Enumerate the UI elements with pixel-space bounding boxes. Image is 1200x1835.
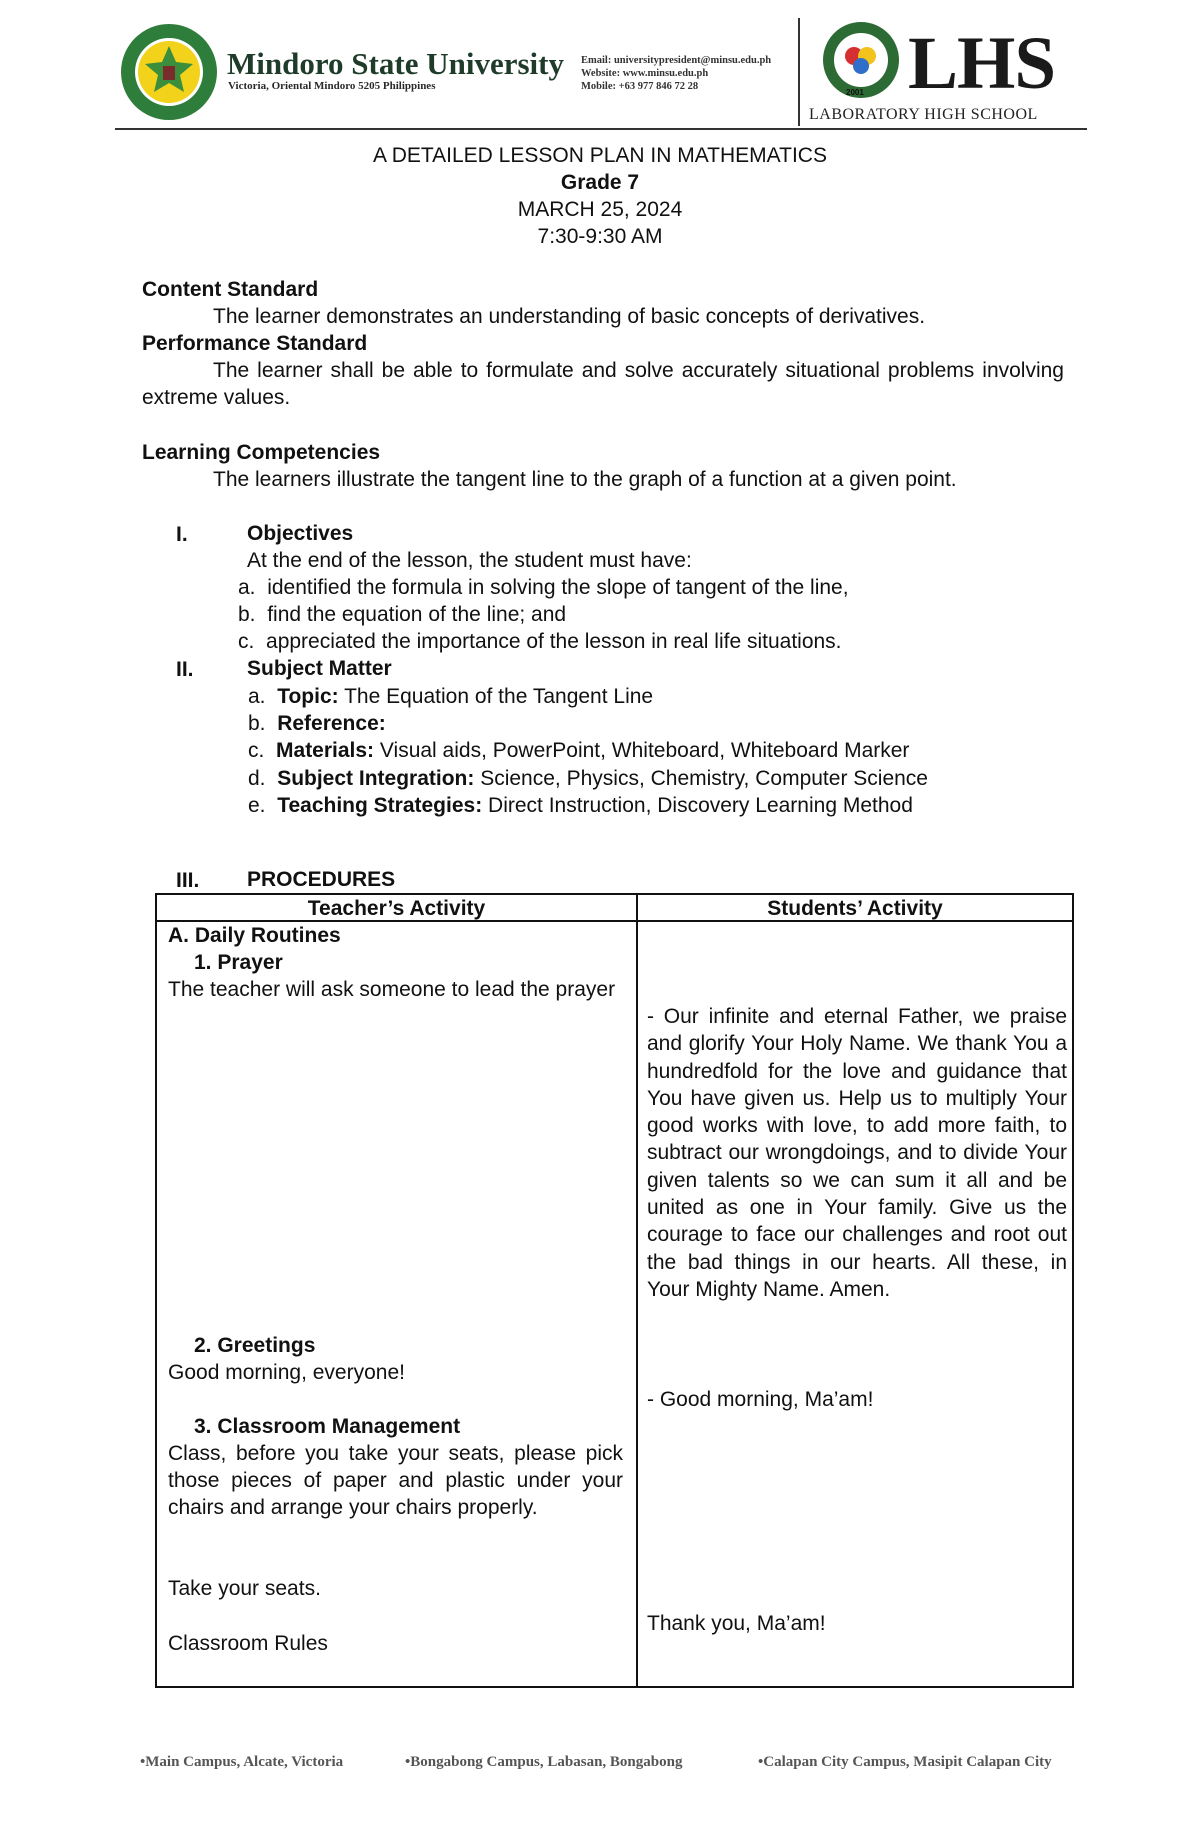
subject-matter-value: Science, Physics, Chemistry, Computer Science [474, 767, 928, 790]
subject-matter-letter: a. [248, 685, 266, 708]
subject-matter-item [248, 710, 386, 737]
teacher-activity-header: Teacher’s Activity [307, 897, 486, 920]
objectives-heading: Objectives [247, 522, 354, 545]
objective-letter: b. [238, 603, 256, 626]
procedures-numeral: III. [176, 869, 200, 892]
objective-text: appreciated the importance of the lesson in real life situations. [266, 630, 842, 653]
subject-matter-letter: d. [248, 767, 266, 790]
objective-text: identified the formula in solving the slope of tangent of the line, [267, 576, 849, 599]
content-standard-text: The learner demonstrates an understanding of basic concepts of derivatives. [213, 305, 926, 328]
objectives-numeral: I. [176, 523, 188, 546]
footer-campus-calapan: •Calapan City Campus, Masipit Calapan City [758, 1754, 1052, 1770]
university-address: Victoria, Oriental Mindoro 5205 Philippines [228, 80, 436, 92]
letterhead [115, 18, 1087, 130]
procedures-heading: PROCEDURES [247, 868, 396, 891]
take-seats-text: Take your seats. [168, 1577, 321, 1600]
school-name: LABORATORY HIGH SCHOOL [809, 106, 1038, 123]
content-standard-heading: Content Standard [142, 278, 319, 301]
subject-matter-numeral: II. [176, 658, 194, 681]
footer-campus-main: •Main Campus, Alcate, Victoria [140, 1754, 344, 1770]
classroom-management-heading: 3. Classroom Management [194, 1415, 461, 1438]
contact-mobile: Mobile: +63 977 846 72 28 [581, 81, 699, 92]
subject-matter-letter: c. [248, 739, 265, 762]
subject-matter-value: The Equation of the Tangent Line [338, 685, 654, 708]
header-divider [798, 18, 800, 126]
prayer-teacher-text: The teacher will ask someone to lead the prayer [168, 978, 616, 1001]
subject-matter-heading: Subject Matter [247, 657, 392, 680]
performance-standard-heading: Performance Standard [142, 332, 368, 355]
content-standard-section [142, 276, 1064, 411]
daily-routines-heading: A. Daily Routines [168, 924, 341, 947]
grade-level: Grade 7 [560, 171, 640, 194]
seal-year: 2001 [846, 88, 864, 97]
subject-matter-item [248, 792, 913, 819]
performance-standard-text: The learner shall be able to formulate and solve accurately situational problems involving extreme values. [142, 359, 1064, 409]
objective-letter: a. [238, 576, 256, 599]
students-activity-header: Students’ Activity [767, 897, 943, 920]
footer-campus-bongabong: •Bongabong Campus, Labasan, Bongabong [405, 1754, 683, 1770]
lesson-time: 7:30-9:30 AM [537, 225, 663, 248]
subject-matter-value: Direct Instruction, Discovery Learning Method [482, 794, 913, 817]
greetings-heading: 2. Greetings [194, 1334, 316, 1357]
objective-letter: c. [238, 630, 255, 653]
subject-matter-label: Topic: [277, 685, 339, 708]
header-rule [115, 128, 1087, 130]
subject-matter-letter: b. [248, 712, 266, 735]
table-column-divider [636, 895, 638, 1686]
learning-competencies-heading: Learning Competencies [142, 441, 381, 464]
thank-you-student-text: Thank you, Ma’am! [647, 1612, 826, 1635]
classroom-rules-text: Classroom Rules [168, 1632, 328, 1655]
subject-matter-item [248, 737, 909, 764]
subject-matter-value: Visual aids, PowerPoint, Whiteboard, Whiteboard Marker [374, 739, 910, 762]
lesson-date: MARCH 25, 2024 [517, 198, 683, 221]
msu-seal-logo [119, 22, 219, 122]
lesson-title-block [0, 142, 1200, 250]
greetings-student-text: - Good morning, Ma’am! [647, 1388, 874, 1411]
prayer-student-text: - Our infinite and eternal Father, we praise and glorify Your Holy Name. We thank You a hundredfold for the love and guidance that You have given us. Help us to multiply Your good works with love, to add more faith, to subtract our wrongdoings, and to divide Your given talents so we can sum it all and be united as one in Your family. Give us the courage to face our challenges and root out the bad things in our hearts. All these, in Your Mighty Name. Amen. [647, 1005, 1067, 1301]
lesson-title: A DETAILED LESSON PLAN IN MATHEMATICS [373, 144, 827, 167]
objective-item [238, 574, 849, 601]
objectives-intro: At the end of the lesson, the student must have: [247, 549, 692, 572]
subject-matter-item [248, 683, 653, 710]
contact-website: Website: www.minsu.edu.ph [581, 68, 709, 79]
objective-item [238, 601, 566, 628]
prayer-heading: 1. Prayer [194, 951, 283, 974]
learning-competencies-section [142, 439, 1064, 493]
school-abbreviation: LHS [908, 22, 1056, 105]
classroom-management-text: Class, before you take your seats, please pick those pieces of paper and plastic under your chairs and arrange your chairs properly. [168, 1442, 623, 1519]
greetings-teacher-text: Good morning, everyone! [168, 1361, 405, 1384]
procedures-table [155, 893, 1074, 1688]
subject-matter-label: Subject Integration: [277, 767, 475, 790]
objective-item [238, 628, 842, 655]
contact-email: Email: universitypresident@minsu.edu.ph [581, 55, 772, 66]
subject-matter-label: Reference: [277, 712, 386, 735]
subject-matter-letter: e. [248, 794, 266, 817]
subject-matter-label: Materials: [276, 739, 375, 762]
subject-matter-item [248, 765, 928, 792]
university-name: Mindoro State University [227, 46, 564, 81]
contact-info [581, 54, 771, 93]
subject-matter-label: Teaching Strategies: [277, 794, 483, 817]
objective-text: find the equation of the line; and [267, 603, 567, 626]
learning-competencies-text: The learners illustrate the tangent line to the graph of a function at a given point. [213, 468, 957, 491]
